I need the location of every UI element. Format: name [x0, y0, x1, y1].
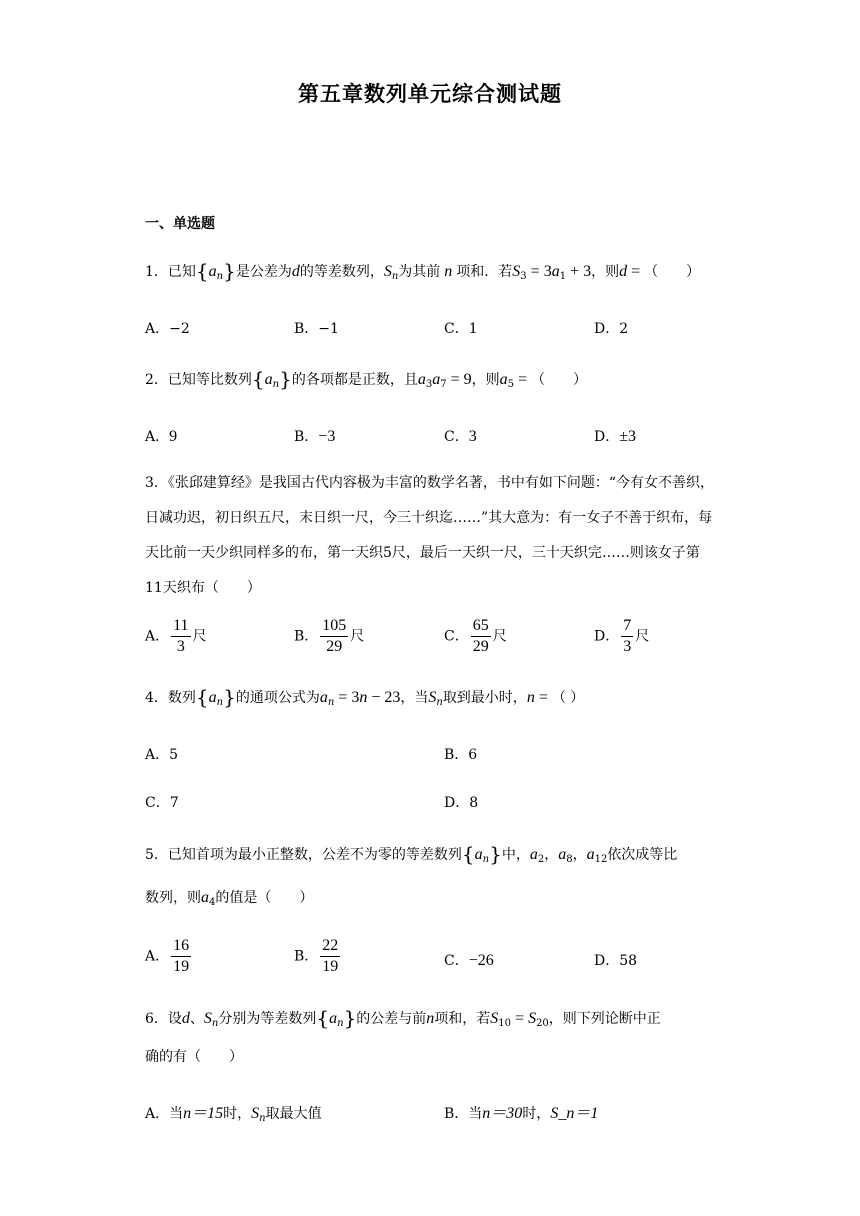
- q1-option-b[interactable]: B．−1: [294, 321, 339, 337]
- page-title: 第五章数列单元综合测试题: [298, 82, 562, 106]
- question-2: 2．已知等比数列$\{a_n\}$的各项都是正数，且$a_3a_7 = 9$，则$a_5$ = （ ）: [145, 367, 588, 391]
- q2-option-a[interactable]: A．9: [145, 428, 178, 445]
- q3-option-d[interactable]: D． $\frac{7}{3}$ 尺: [594, 617, 650, 655]
- q5-option-b[interactable]: B． $\frac{22}{19}$: [294, 937, 339, 975]
- q6-option-a[interactable]: A．当n＝15时，$S_n$取最大值: [145, 1105, 322, 1124]
- q4-option-c[interactable]: C．7: [145, 795, 179, 811]
- q1-option-d[interactable]: D．2: [594, 321, 629, 337]
- question-5-line-2: 数列，则$a_4$的值是（ ）: [145, 889, 314, 908]
- question-3: 3．《张邱建算经》是我国古代内容极为丰富的数学名著，书中有如下问题：“今有女不善织，日减功迟，初日织五尺，末日织一尺，今三十织迄……”其大意为：有一女子不善于织布，每天比前一天少织同样多的布，第一天织5尺，最后一天织一尺，三十天织完……则该女子第11天织布（ ）: [145, 475, 715, 596]
- section-heading: 一、单选题: [145, 216, 215, 232]
- q1-option-c[interactable]: C．1: [444, 321, 478, 337]
- q4-option-b[interactable]: B．6: [444, 747, 478, 763]
- q4-option-d[interactable]: D．8: [444, 795, 479, 811]
- question-1: 1．已知$\{a_n\}$是公差为d的等差数列，$S_n$为其前 n 项和．若$S_3 = 3a_1 + 3$，则d = （ ）: [145, 259, 701, 283]
- q2-option-b[interactable]: B．−3: [294, 428, 336, 445]
- question-5-line-1: 5．已知首项为最小正整数，公差不为零的等差数列$\{a_n\}$中，$a_2$，$a_8$，$a_{12}$依次成等比: [145, 842, 678, 866]
- question-6-line-2: 确的有（ ）: [145, 1049, 243, 1065]
- q2-option-c[interactable]: C．3: [444, 428, 477, 445]
- q3-option-a[interactable]: A． $\frac{11}{3}$ 尺: [145, 617, 207, 655]
- question-4: 4．数列$\{a_n\}$的通项公式为$a_n = 3n - 23$，当$S_n$取到最小时，n = （ ）: [145, 685, 585, 709]
- q3-option-b[interactable]: B． $\frac{105}{29}$ 尺: [294, 617, 365, 655]
- q3-option-c[interactable]: C． $\frac{65}{29}$ 尺: [444, 617, 507, 655]
- q4-option-a[interactable]: A．5: [145, 747, 179, 763]
- q5-option-d[interactable]: D．58: [594, 953, 638, 969]
- q6-option-b[interactable]: B．当n＝30时，S_n＝1: [444, 1105, 599, 1122]
- q5-option-c[interactable]: C．−26: [444, 952, 494, 969]
- q2-option-d[interactable]: D．±3: [594, 428, 637, 445]
- q5-option-a[interactable]: A． $\frac{16}{19}$: [145, 937, 190, 975]
- q1-option-a[interactable]: A．−2: [145, 321, 190, 337]
- question-6-line-1: 6．设d、$S_n$分别为等差数列$\{a_n\}$的公差与前n项和，若$S_{10} = S_{20}$，则下列论断中正: [145, 1006, 661, 1030]
